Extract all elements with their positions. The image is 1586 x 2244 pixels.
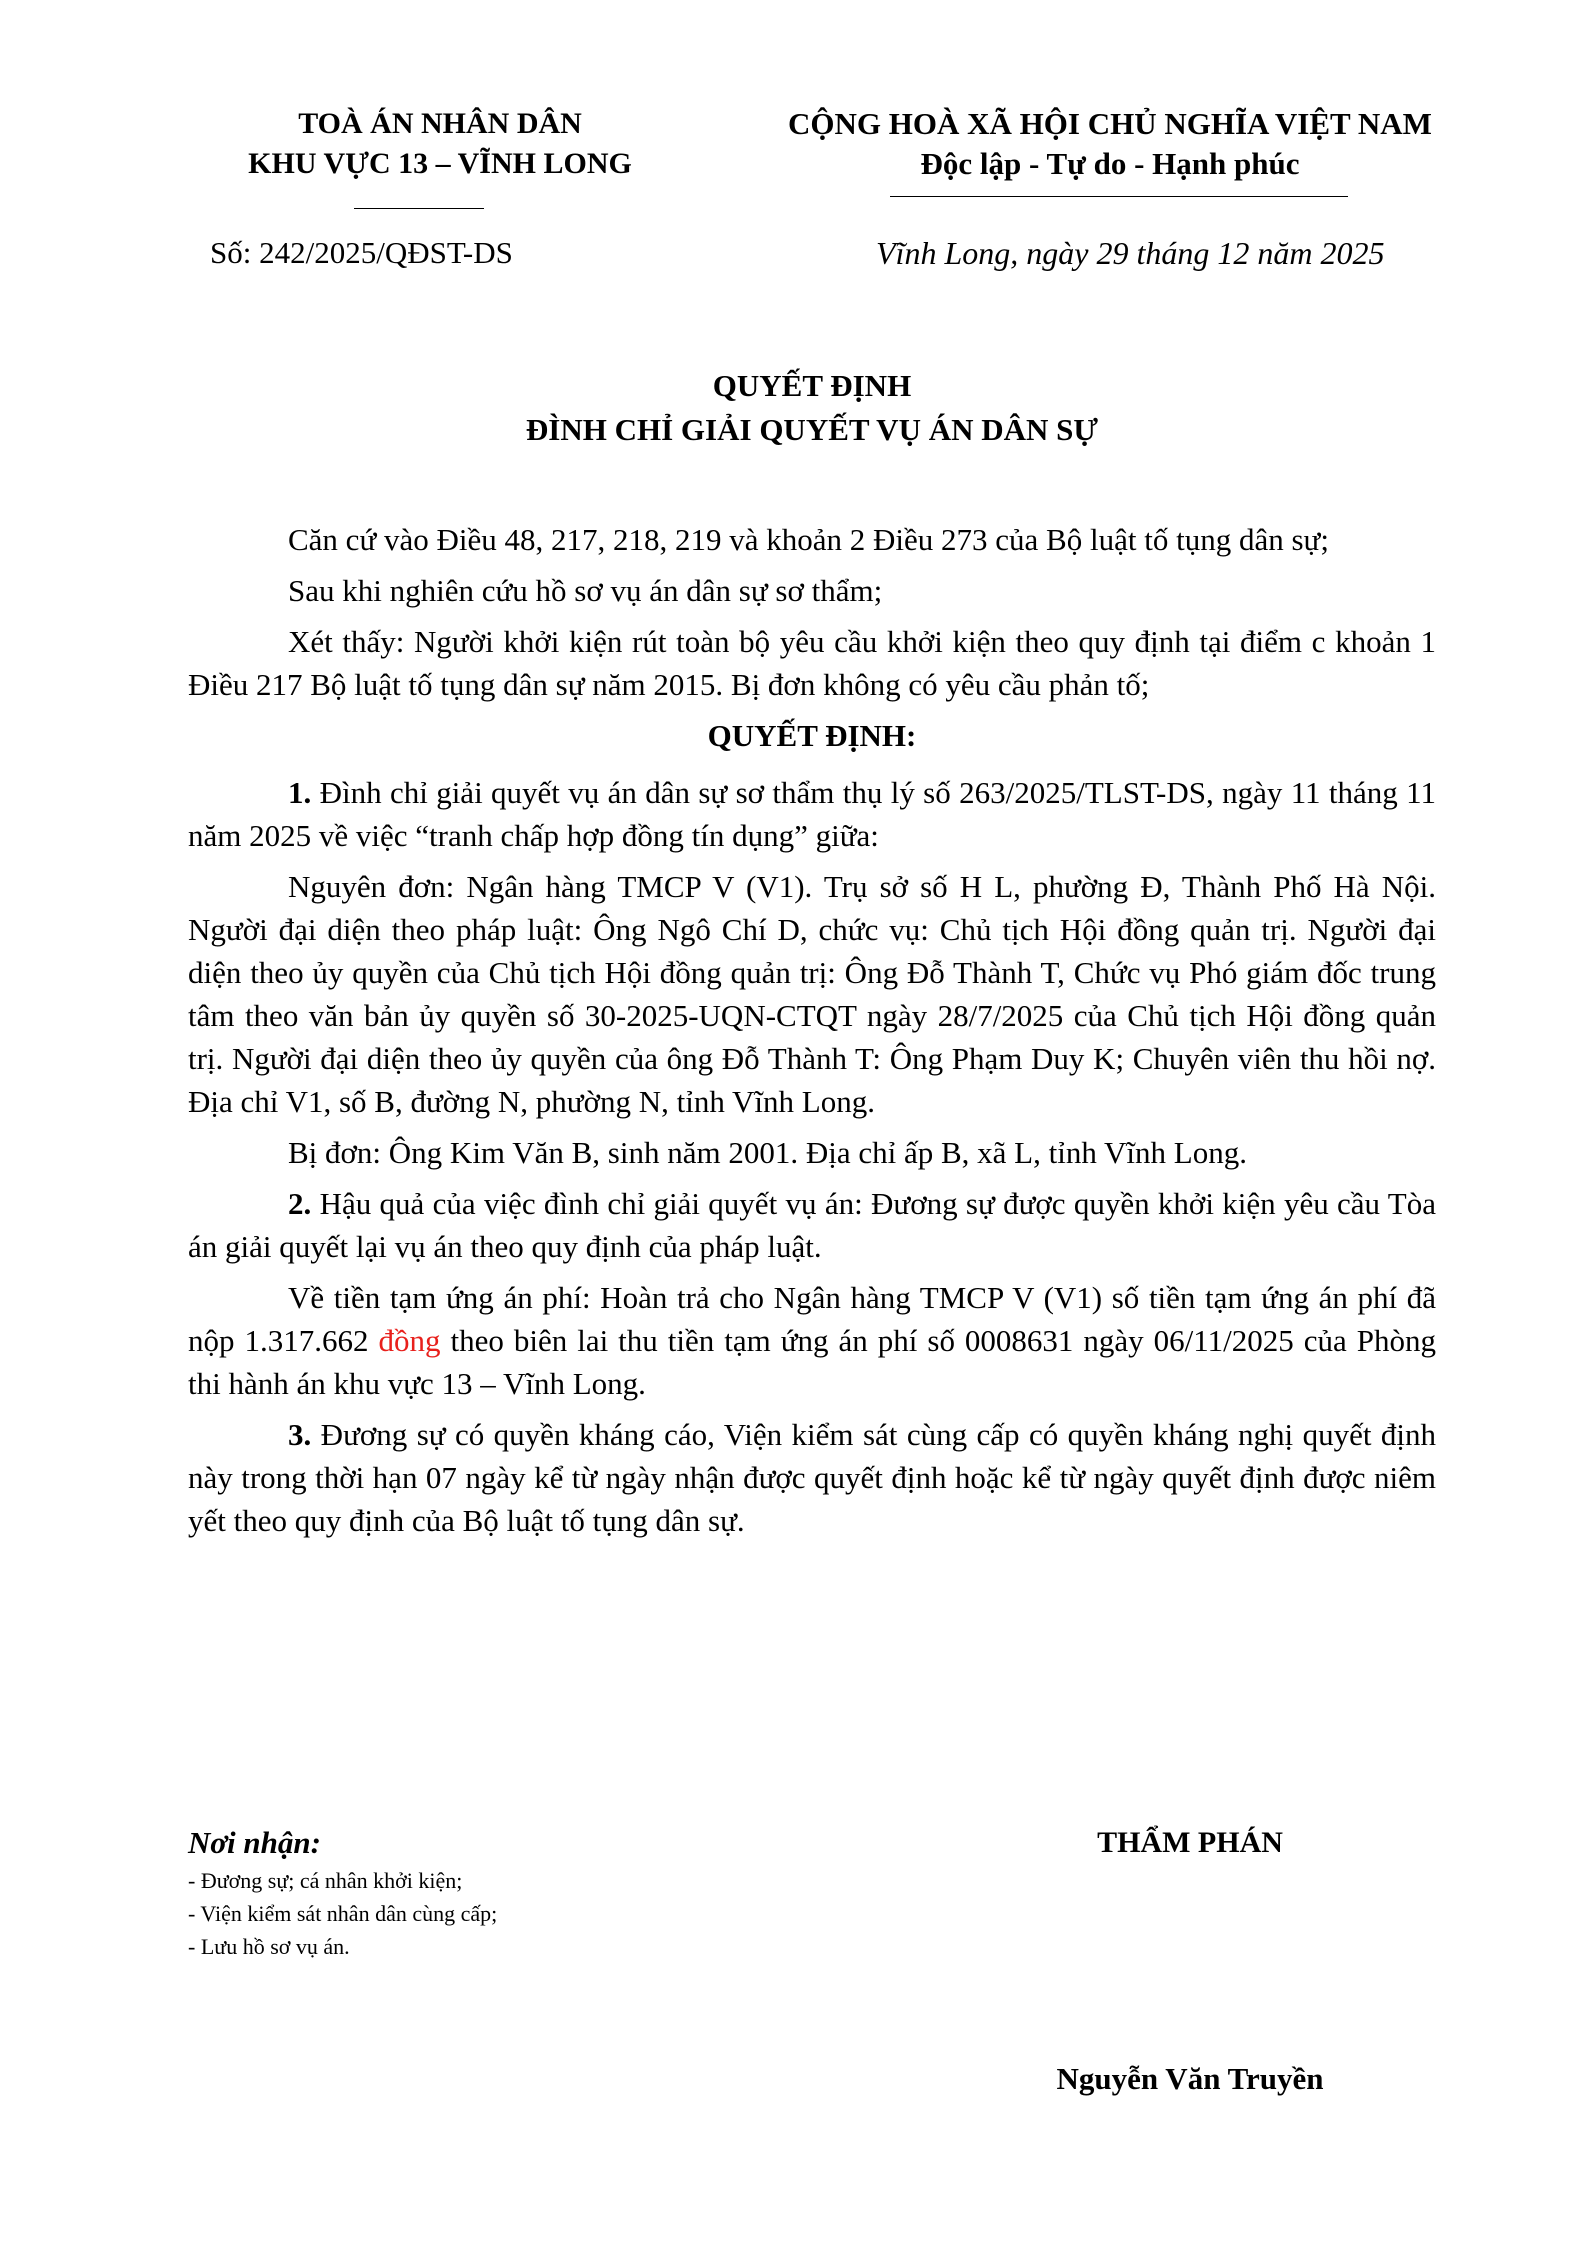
court-name-line2: KHU VỰC 13 – VĨNH LONG	[248, 147, 632, 180]
plaintiff-paragraph: Nguyên đơn: Ngân hàng TMCP V (V1). Trụ sở số H L, phường Đ, Thành Phố Hà Nội. Người đại diện theo pháp luật: Ông Ngô Chí D, chức vụ: Chủ tịch Hội đồng quản trị. Người đại diện theo ủy quyền của Chủ tịch Hội đồng quản trị: Ông Đỗ Thành T, Chức vụ Phó giám đốc trung tâm theo văn bản ủy quyền số 30-2025-UQN-CTQT ngày 28/7/2025 của Chủ tịch Hội đồng quản trị. Người đại diện theo ủy quyền của ông Đỗ Thành T: Ông Phạm Duy K; Chuyên viên thu hồi nợ. Địa chỉ V1, số B, đường N, phường N, tỉnh Vĩnh Long.	[188, 869, 1436, 1119]
motto-underline	[890, 196, 1348, 197]
national-motto	[730, 104, 1490, 184]
signer-title: THẨM PHÁN	[1097, 1826, 1283, 1859]
court-divider	[354, 208, 484, 209]
defendant-paragraph: Bị đơn: Ông Kim Văn B, sinh năm 2001. Địa chỉ ấp B, xã L, tỉnh Vĩnh Long.	[288, 1135, 1247, 1170]
item-text: Đương sự có quyền kháng cáo, Viện kiểm sát cùng cấp có quyền kháng nghị quyết định này trong thời hạn 07 ngày kể từ ngày nhận được quyết định hoặc kể từ ngày quyết định được niêm yết theo quy định của Bộ luật tố tụng dân sự.	[188, 1417, 1436, 1538]
finding-paragraph: Xét thấy: Người khởi kiện rút toàn bộ yêu cầu khởi kiện theo quy định tại điểm c khoản 1 Điều 217 Bộ luật tố tụng dân sự năm 2015. Bị đơn không có yêu cầu phản tố;	[188, 624, 1436, 702]
item-number: 3.	[288, 1417, 312, 1452]
motto: Độc lập - Tự do - Hạnh phúc	[920, 146, 1300, 181]
item-text: Đình chỉ giải quyết vụ án dân sự sơ thẩm thụ lý số 263/2025/TLST-DS, ngày 11 tháng 11 năm 2025 về việc “tranh chấp hợp đồng tín dụng” giữa:	[188, 775, 1436, 853]
review-paragraph: Sau khi nghiên cứu hồ sơ vụ án dân sự sơ thẩm;	[288, 573, 883, 608]
legal-basis-paragraph: Căn cứ vào Điều 48, 217, 218, 219 và khoản 2 Điều 273 của Bộ luật tố tụng dân sự;	[288, 522, 1329, 557]
item-number: 1.	[288, 775, 312, 810]
nation-name: CỘNG HOÀ XÃ HỘI CHỦ NGHĨA VIỆT NAM	[788, 106, 1432, 141]
document-subtitle: ĐÌNH CHỈ GIẢI QUYẾT VỤ ÁN DÂN SỰ	[525, 412, 1099, 447]
recipients-list	[188, 1864, 788, 1963]
recipients-title: Nơi nhận:	[188, 1825, 321, 1860]
document-title: QUYẾT ĐỊNH	[712, 368, 912, 403]
item-text: Hậu quả của việc đình chỉ giải quyết vụ án: Đương sự được quyền khởi kiện yêu cầu Tòa án giải quyết lại vụ án theo quy định của pháp luật.	[188, 1186, 1436, 1264]
fee-paragraph	[188, 1276, 1436, 1405]
document-number: Số: 242/2025/QĐST-DS	[210, 235, 513, 270]
decision-item-2	[188, 1182, 1436, 1268]
document-date: Vĩnh Long, ngày 29 tháng 12 năm 2025	[876, 235, 1385, 271]
fee-text-part2: theo biên lai thu tiền tạm ứng án phí số 0008631 ngày 06/11/2025 của Phòng thi hành án khu vực 13 – Vĩnh Long.	[188, 1323, 1436, 1401]
court-name-line1: TOÀ ÁN NHÂN DÂN	[298, 107, 582, 140]
item-number: 2.	[288, 1186, 312, 1221]
fee-currency: đồng	[378, 1323, 441, 1358]
signer-name: Nguyễn Văn Truyền	[1056, 2061, 1324, 2096]
recipient-item: - Đương sự; cá nhân khởi kiện;	[188, 1868, 463, 1893]
decision-item-1	[188, 771, 1436, 857]
court-name	[190, 104, 690, 184]
decision-heading: QUYẾT ĐỊNH:	[707, 718, 917, 753]
recipients-block	[188, 1822, 788, 1963]
document-body	[188, 518, 1436, 1550]
fee-text-part1: Về tiền tạm ứng án phí: Hoàn trả cho Ngân hàng TMCP V (V1) số tiền tạm ứng án phí đã nộp 1.317.662	[188, 1280, 1436, 1358]
recipient-item: - Lưu hồ sơ vụ án.	[188, 1934, 350, 1959]
decision-item-3	[188, 1413, 1436, 1542]
recipient-item: - Viện kiểm sát nhân dân cùng cấp;	[188, 1901, 498, 1926]
